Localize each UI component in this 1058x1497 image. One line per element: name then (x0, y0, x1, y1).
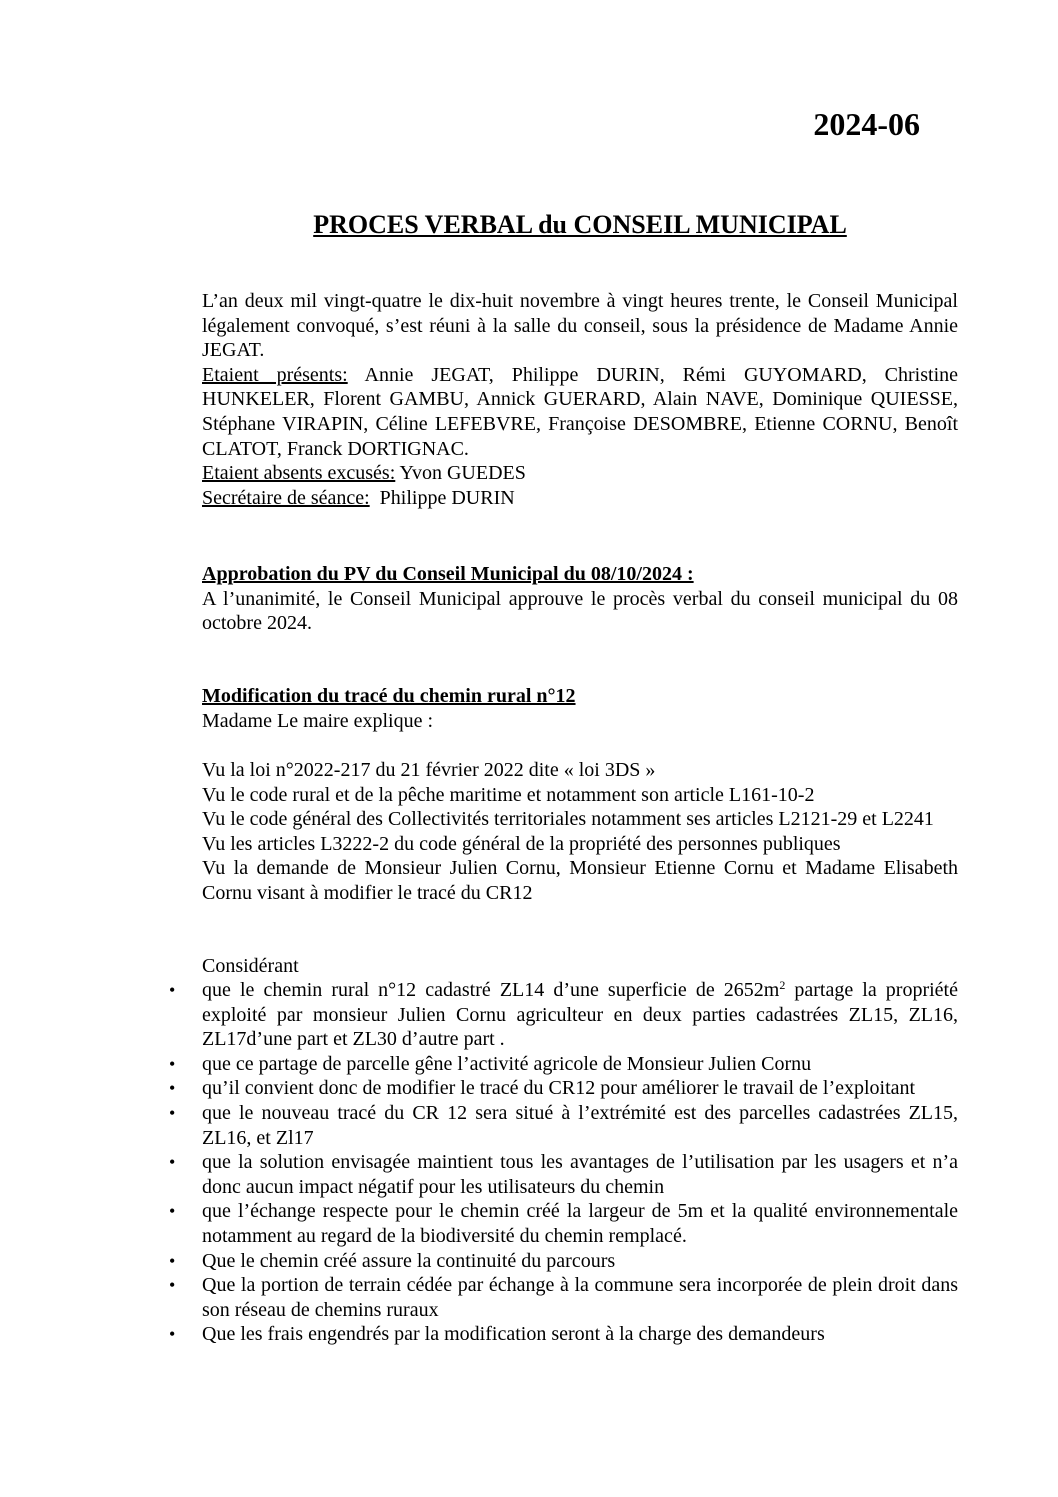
considerant-item (169, 1199, 958, 1248)
considerant-text: que le chemin rural n°12 cadastré ZL14 d’une superficie de $2652m^2$ partage la propriété exploité par monsieur Julien Cornu agriculteur en deux parties cadastrées ZL15, ZL16, ZL17d’une part et ZL30 d’autre part . (202, 978, 958, 1051)
document-title: PROCES VERBAL du CONSEIL MUNICIPAL (313, 210, 847, 239)
bullet-icon: • (169, 1078, 176, 1099)
considerant-list (169, 978, 958, 1347)
absent-label: Etaient absents excusés: (202, 462, 396, 485)
legal-references (202, 758, 958, 906)
considerant-item (169, 1052, 958, 1077)
secretary-label: Secrétaire de séance: (202, 486, 370, 509)
considerant-item (169, 978, 958, 1052)
legal-reference-item: Vu le code général des Collectivités territoriales notamment ses articles L2121-29 et L2241 (202, 808, 934, 831)
legal-reference-item: Vu la loi n°2022-217 du 21 février 2022 dite « loi 3DS » (202, 759, 656, 781)
bullet-icon: • (169, 1201, 176, 1222)
present-label: Etaient présents: (202, 363, 348, 386)
meeting-intro (202, 289, 958, 510)
legal-reference-item: Vu la demande de Monsieur Julien Cornu, Monsieur Etienne Cornu et Madame Elisabeth Cornu visant à modifier le tracé du CR12 (202, 857, 958, 904)
considerant-text: que le nouveau tracé du CR 12 sera situé à l’extrémité est des parcelles cadastrées ZL15, ZL16, et Zl17 (202, 1101, 958, 1149)
legal-reference-item: Vu les articles L3222-2 du code général de la propriété des personnes publiques (202, 832, 841, 855)
section-rural-path (202, 684, 958, 733)
secretary-name: Philippe DURIN (369, 486, 515, 509)
bullet-icon: • (169, 1102, 176, 1123)
present-names: Annie JEGAT, Philippe DURIN, Rémi GUYOMARD, Christine HUNKELER, Florent GAMBU, Annick GUERARD, Alain NAVE, Dominique QUIESSE, Stéphane VIRAPIN, Céline LEFEBVRE, Françoise DESOMBRE, Etienne CORNU, Benoît CLATOT, Franck DORTIGNAC. (202, 363, 959, 460)
bullet-icon: • (169, 1324, 176, 1345)
considerant-label: Considérant (202, 955, 299, 977)
considerant-item (169, 1076, 958, 1101)
absent-names: Yvon GUEDES (395, 462, 526, 485)
bullet-icon: • (169, 1250, 176, 1271)
considerant-text: qu’il convient donc de modifier le tracé du CR12 pour améliorer le travail de l’exploitant (202, 1077, 916, 1100)
section-title: Modification du tracé du chemin rural n°12 (202, 685, 576, 707)
attendees-present (202, 363, 958, 461)
meeting-secretary (202, 486, 958, 511)
legal-reference-item: Vu le code rural et de la pêche maritime et notamment son article L161-10-2 (202, 783, 815, 806)
bullet-icon: • (169, 1053, 176, 1074)
considerant-text: Que les frais engendrés par la modification seront à la charge des demandeurs (202, 1323, 825, 1346)
considerant-item (169, 1322, 958, 1347)
opening-paragraph: L’an deux mil vingt-quatre le dix-huit novembre à vingt heures trente, le Conseil Municipal légalement convoqué, s’est réuni à la salle du conseil, sous la présidence de Madame Annie JEGAT. (202, 290, 958, 362)
section-title: Approbation du PV du Conseil Municipal du 08/10/2024 : (202, 563, 694, 585)
considerant-item (169, 1249, 958, 1274)
considerant-text: que la solution envisagée maintient tous les avantages de l’utilisation par les usagers et n’a donc aucun impact négatif pour les utilisateurs du chemin (202, 1151, 958, 1198)
considerant-text: que ce partage de parcelle gêne l’activité agricole de Monsieur Julien Cornu (202, 1052, 812, 1075)
considerant-text: Que le chemin créé assure la continuité du parcours (202, 1249, 616, 1272)
considerant-item (169, 1273, 958, 1322)
considerant-text: que l’échange respecte pour le chemin créé la largeur de 5m et la qualité environnementale notamment au regard de la biodiversité du chemin remplacé. (202, 1200, 958, 1247)
section-pv-approval (202, 562, 958, 636)
attendees-absent (202, 461, 958, 486)
bullet-icon: • (169, 980, 176, 1000)
considerant-item (169, 1101, 958, 1150)
bullet-icon: • (169, 1275, 176, 1296)
considerant-text: Que la portion de terrain cédée par échange à la commune sera incorporée de plein droit dans son réseau de chemins ruraux (202, 1274, 958, 1321)
bullet-icon: • (169, 1152, 176, 1173)
document-number: 2024-06 (813, 106, 920, 142)
section-text: A l’unanimité, le Conseil Municipal approuve le procès verbal du conseil municipal du 08 octobre 2024. (202, 587, 958, 635)
section-intro: Madame Le maire explique : (202, 709, 434, 732)
considerant-item (169, 1150, 958, 1199)
